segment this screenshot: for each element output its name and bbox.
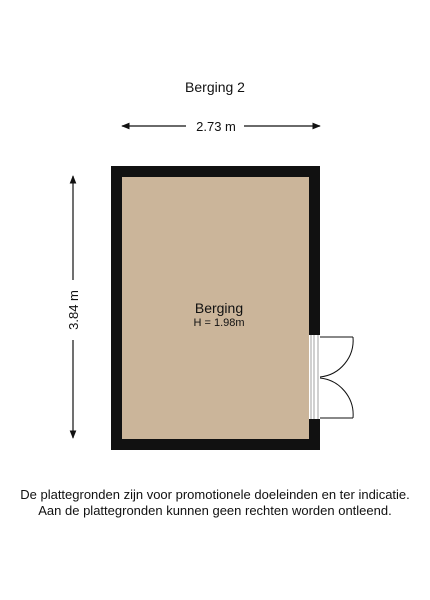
- room-height: H = 1.98m: [193, 317, 245, 329]
- width-label: 2.73 m: [196, 119, 236, 134]
- disclaimer: [0, 487, 430, 519]
- disclaimer-line-1: De plattegronden zijn voor promotionele doeleinden en ter indicatie.: [20, 487, 410, 502]
- double-door: [320, 337, 353, 418]
- floor-title: Berging 2: [185, 79, 245, 95]
- door-swing-bottom: [320, 378, 353, 418]
- height-dimension: [66, 176, 81, 438]
- door-swing-top: [320, 337, 353, 377]
- width-dimension: [122, 119, 320, 134]
- room-name: Berging: [194, 300, 244, 316]
- height-label: 3.84 m: [66, 290, 81, 330]
- disclaimer-line-2: Aan de plattegronden kunnen geen rechten worden ontleend.: [38, 503, 392, 518]
